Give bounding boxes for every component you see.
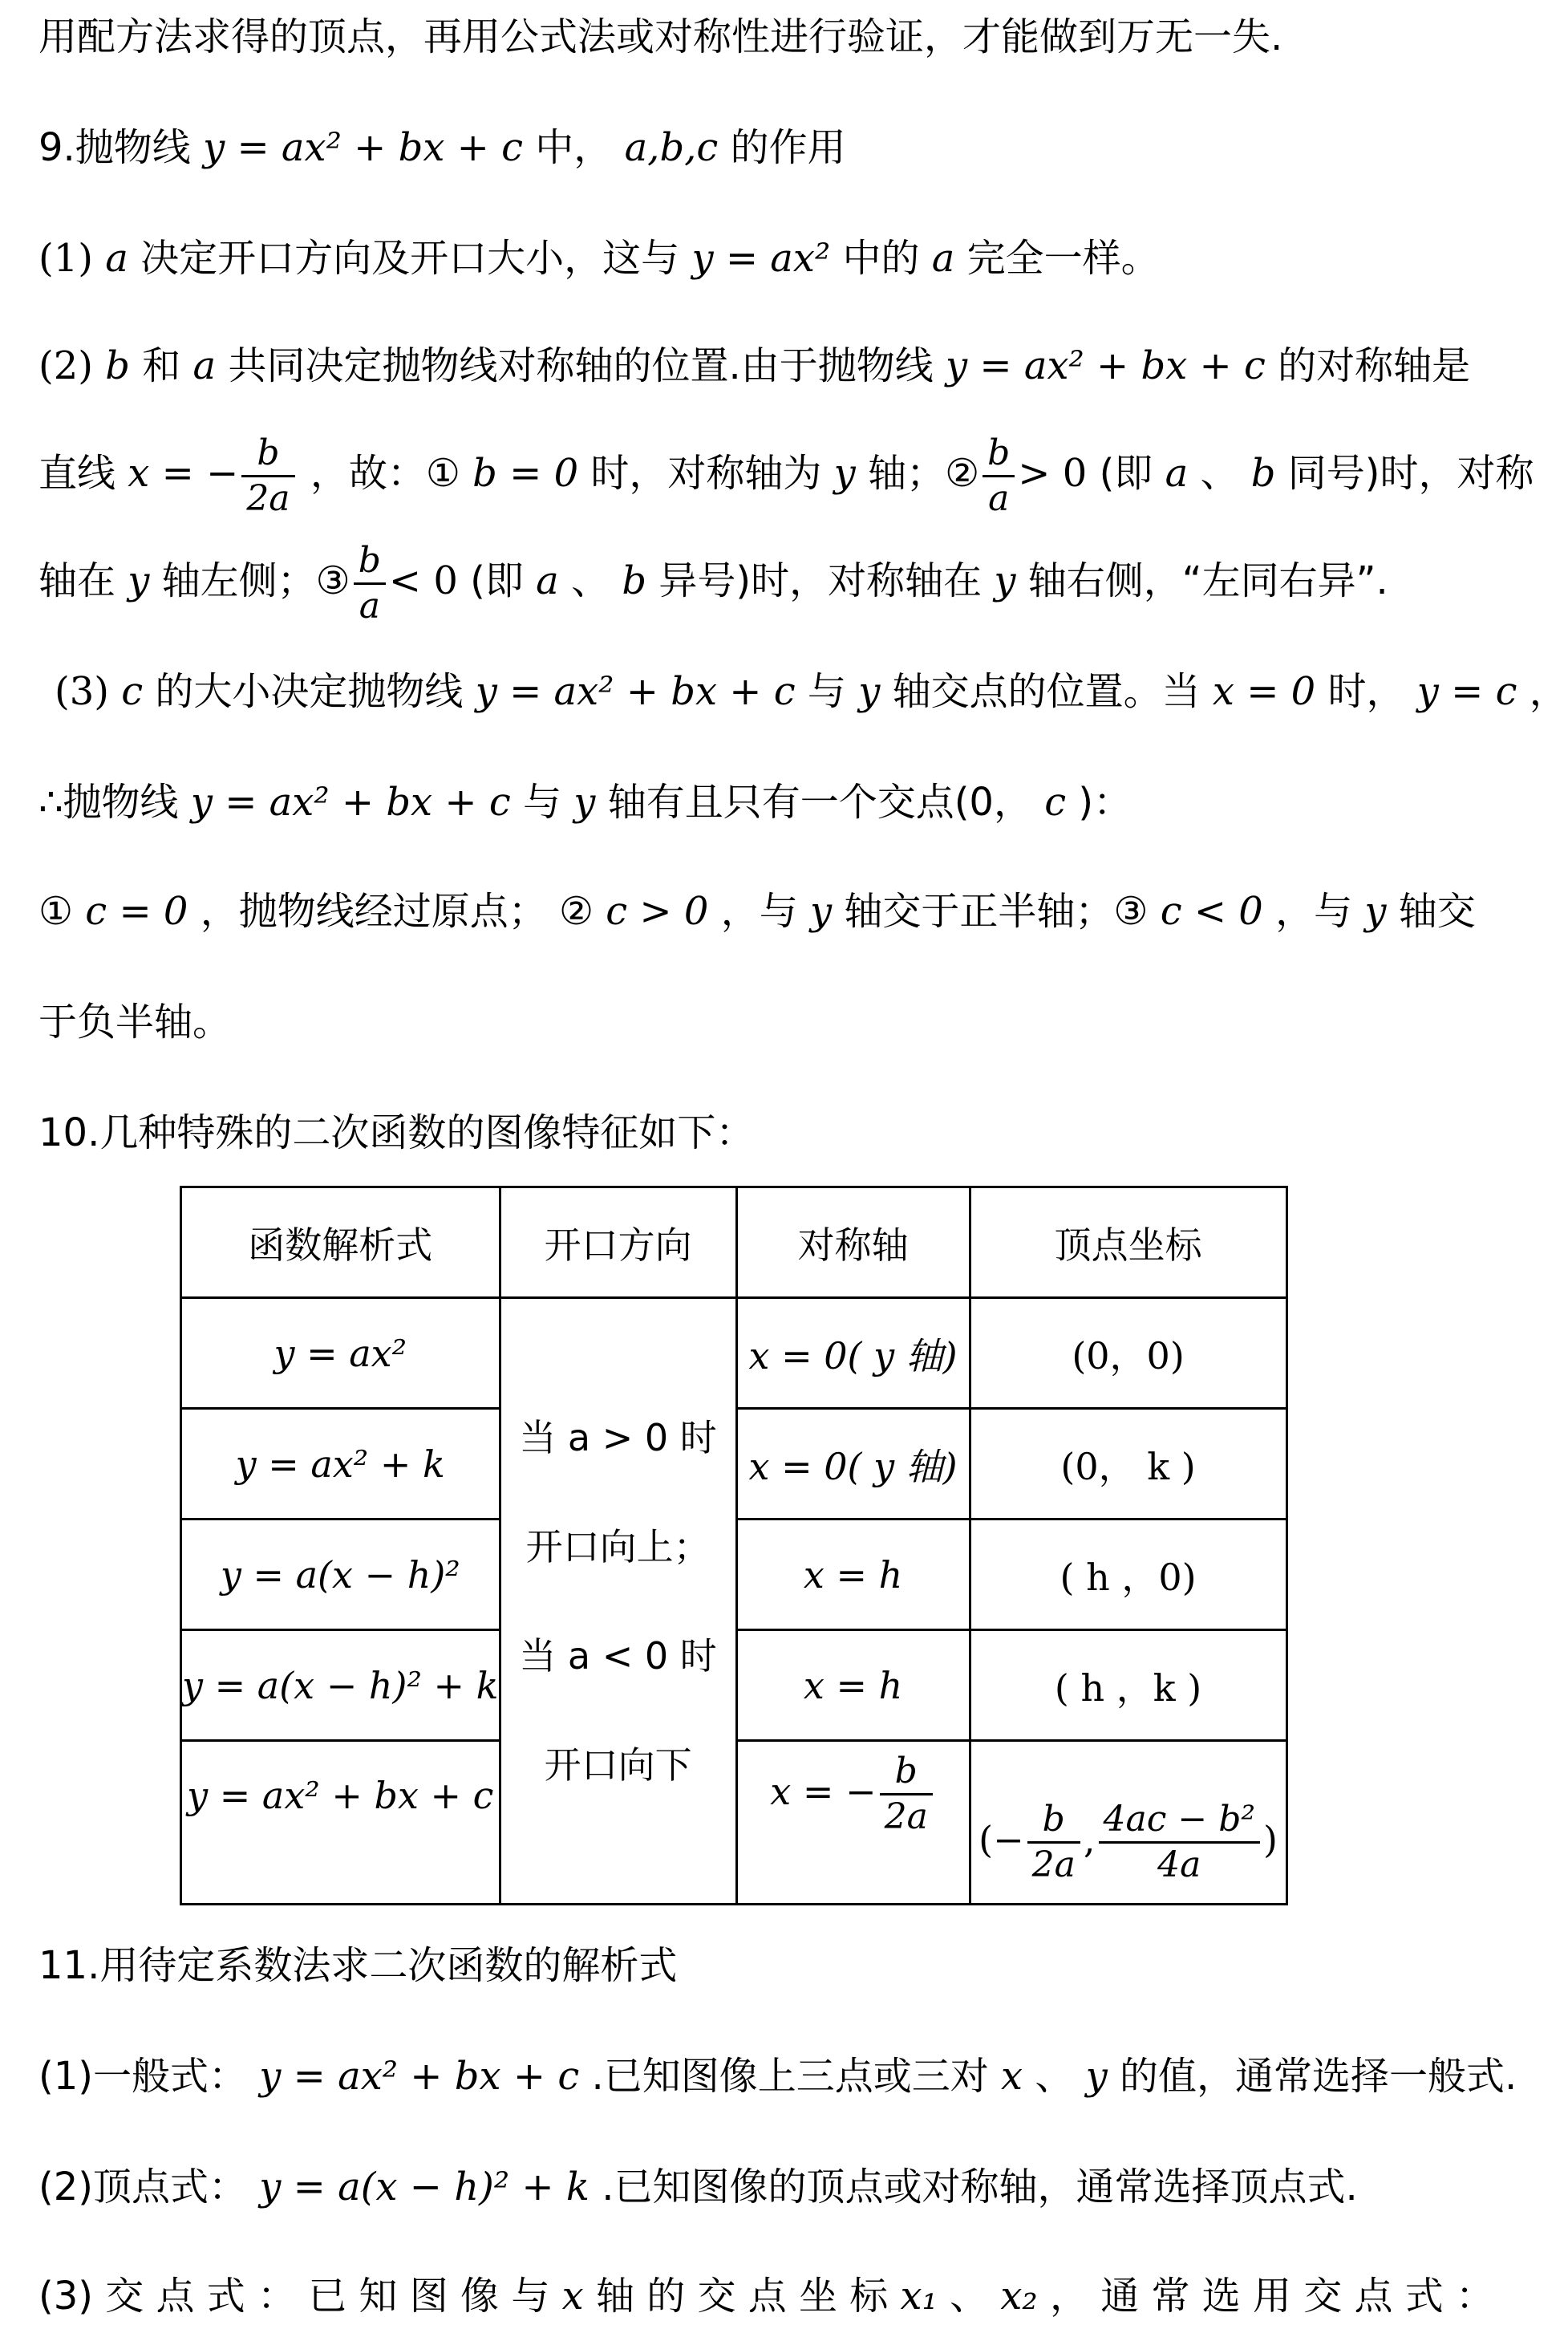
numerator: b <box>1027 1798 1080 1844</box>
text: 轴有且只有一个交点(0， <box>607 780 1032 825</box>
text: 轴 的 交 点 坐 标 <box>595 2274 889 2319</box>
text: 于负半轴。 <box>38 1000 232 1045</box>
denominator: 2a <box>246 477 290 519</box>
denominator: 2a <box>884 1796 928 1837</box>
text: ，抛物线经过原点； ② <box>200 889 594 934</box>
formula: (− <box>978 1818 1024 1861</box>
numerator: 4ac − b² <box>1099 1798 1261 1844</box>
cell-vertex: (0， k ) <box>970 1409 1286 1520</box>
formula: x = − <box>128 451 239 496</box>
text: 轴在 <box>38 558 116 603</box>
numerator: b <box>241 432 294 477</box>
formula: c = 0 <box>85 889 188 934</box>
text: (3) 交 点 式 ： 已 知 图 像 与 <box>38 2274 550 2319</box>
text: (1)一般式： <box>38 2054 247 2099</box>
cell-vertex <box>970 1741 1286 1905</box>
text: 轴交点的位置。当 <box>892 669 1201 714</box>
section-11-line-1 <box>38 2051 1517 2102</box>
text: (2)顶点式： <box>38 2165 247 2209</box>
formula: y <box>1085 2054 1108 2099</box>
section-10-title <box>38 1107 1482 1158</box>
formula: y <box>858 669 881 714</box>
formula: y = c <box>1416 669 1517 714</box>
text: (3) <box>55 669 109 714</box>
opening-line: 开口向上； <box>525 1524 711 1568</box>
formula: a,b,c <box>624 125 719 170</box>
opening-line: 开口向下 <box>544 1743 692 1787</box>
cell-opening-merged <box>500 1298 736 1905</box>
cell-axis <box>736 1741 970 1905</box>
text: 异号)时，对称轴在 <box>658 558 983 603</box>
cell-axis: x = h <box>736 1630 970 1741</box>
formula: y = ax² + bx + c <box>203 125 524 170</box>
text: 的作用 <box>730 125 846 170</box>
formula: x = − <box>770 1770 877 1813</box>
formula: b <box>105 343 130 388</box>
cell-formula: y = a(x − h)² + k <box>181 1630 500 1741</box>
cell-axis: x = 0( y 轴) <box>736 1409 970 1520</box>
denominator: 2a <box>1031 1844 1076 1885</box>
text: 的对称轴是 <box>1278 343 1471 388</box>
formula: c <box>121 669 144 714</box>
header-vertex: 顶点坐标 <box>970 1187 1286 1298</box>
numerator: b <box>880 1750 933 1795</box>
text: ， <box>1529 669 1568 714</box>
formula: c > 0 <box>606 889 709 934</box>
formula: a <box>1165 451 1189 496</box>
text: 轴左侧；③ <box>161 558 350 603</box>
section-9-point-6 <box>38 996 1482 1048</box>
formula: c < 0 <box>1160 889 1263 934</box>
text: 9.抛物线 <box>38 125 191 170</box>
formula: c <box>1044 780 1067 825</box>
text: 中的 <box>842 236 920 281</box>
cell-axis: x = 0( y 轴) <box>736 1298 970 1409</box>
text: 直线 <box>38 451 116 496</box>
cell-vertex: (0，0) <box>970 1298 1286 1409</box>
section-9-point-4 <box>38 777 1482 828</box>
formula: x₂ <box>1000 2274 1038 2319</box>
formula: y <box>128 558 150 603</box>
formula: b = 0 <box>472 451 579 496</box>
text: 11.用待定系数法求二次函数的解析式 <box>38 1943 678 1988</box>
cell-vertex: ( h ，k ) <box>970 1630 1286 1741</box>
fraction <box>1027 1798 1080 1887</box>
denominator: a <box>988 477 1010 519</box>
text: ① <box>38 889 74 934</box>
cell-formula: y = a(x − h)² <box>181 1520 500 1630</box>
text: 同号)时，对称 <box>1287 451 1534 496</box>
formula: x = 0 <box>1212 669 1316 714</box>
formula: ) <box>1263 1818 1278 1861</box>
fraction <box>1099 1798 1261 1887</box>
header-formula: 函数解析式 <box>181 1187 500 1298</box>
text: 的值，通常选择一般式. <box>1120 2054 1517 2099</box>
fraction-b-over-a-2 <box>354 539 386 628</box>
formula: b <box>1250 451 1276 496</box>
formula: , <box>1083 1818 1096 1861</box>
section-9-point-3 <box>55 666 1568 717</box>
formula: y = ax² + bx + c <box>475 669 796 714</box>
fraction-b-over-a <box>983 432 1015 521</box>
formula: b <box>622 558 647 603</box>
text: 中， <box>535 125 613 170</box>
section-11-title <box>38 1940 1482 1991</box>
text: 轴右侧，“左同右异”. <box>1027 558 1388 603</box>
formula: x <box>1001 2054 1023 2099</box>
numerator: b <box>983 432 1015 477</box>
text: 时，对称轴为 <box>590 451 822 496</box>
text: ，与 <box>720 889 798 934</box>
section-9-title <box>38 122 1482 173</box>
formula: y <box>833 451 856 496</box>
formula: > 0 <box>1018 451 1088 496</box>
text: 轴交于正半轴；③ <box>844 889 1149 934</box>
formula: y = ax² + bx + c <box>259 2054 580 2099</box>
section-11-line-3 <box>38 2270 1495 2322</box>
section-9-point-5 <box>38 886 1482 937</box>
quadratic-features-table <box>180 1186 1288 1905</box>
formula: y = ax² + bx + c <box>190 780 511 825</box>
formula: y = a(x − h)² + k <box>259 2165 590 2209</box>
text: .已知图像的顶点或对称轴，通常选择顶点式. <box>602 2165 1358 2209</box>
opening-line: 当 a > 0 时 <box>519 1415 717 1459</box>
text: 、 <box>1200 451 1239 496</box>
formula: y = ax² + bx + c <box>945 343 1266 388</box>
text: 与 <box>807 669 846 714</box>
text: ，故：① <box>310 451 460 496</box>
text: 10.几种特殊的二次函数的图像特征如下： <box>38 1110 755 1155</box>
cell-formula: y = ax² + k <box>181 1409 500 1520</box>
table-row <box>181 1298 1287 1409</box>
formula: a <box>192 343 217 388</box>
text: (即 <box>470 558 524 603</box>
section-9-point-1 <box>38 233 1482 284</box>
cell-formula: y = ax² <box>181 1298 500 1409</box>
header-axis: 对称轴 <box>736 1187 970 1298</box>
fraction <box>880 1750 933 1839</box>
formula: a <box>105 236 128 281</box>
opening-line: 当 a < 0 时 <box>519 1633 717 1678</box>
formula: < 0 <box>388 558 458 603</box>
formula: y <box>809 889 833 934</box>
section-9-point-2-line-3 <box>38 533 1482 629</box>
intro-text: 用配方法求得的顶点，再用公式法或对称性进行验证，才能做到万无一失. <box>38 14 1283 59</box>
formula: y <box>994 558 1016 603</box>
text: 的大小决定抛物线 <box>155 669 464 714</box>
formula: y <box>1364 889 1387 934</box>
formula: a <box>536 558 559 603</box>
text: ∴抛物线 <box>38 780 179 825</box>
text: 、 <box>950 2274 989 2319</box>
denominator: 4a <box>1157 1844 1201 1885</box>
numerator: b <box>354 539 386 585</box>
formula: y = ax² <box>691 236 831 281</box>
section-9-point-2-line-2 <box>38 425 1534 521</box>
text: .已知图像上三点或三对 <box>591 2054 989 2099</box>
text: 决定开口方向及开口大小，这与 <box>140 236 680 281</box>
section-11-line-2 <box>38 2161 1482 2213</box>
formula: a <box>931 236 955 281</box>
text: (2) <box>38 343 93 388</box>
formula: x₁ <box>900 2274 938 2319</box>
text: 完全一样。 <box>966 236 1160 281</box>
text: ， 通 常 选 用 交 点 式 ： <box>1049 2274 1495 2319</box>
text: (1) <box>38 236 93 281</box>
formula: y <box>573 780 596 825</box>
denominator: a <box>359 585 380 627</box>
text: 时， <box>1327 669 1405 714</box>
text: 共同决定抛物线对称轴的位置.由于抛物线 <box>228 343 934 388</box>
header-opening: 开口方向 <box>500 1187 736 1298</box>
section-9-point-2-line-1 <box>38 340 1482 392</box>
text: ，与 <box>1275 889 1353 934</box>
text: 、 <box>571 558 610 603</box>
cell-axis: x = h <box>736 1520 970 1630</box>
text: 轴交 <box>1398 889 1476 934</box>
intro-line <box>38 11 1482 63</box>
table-header-row <box>181 1187 1287 1298</box>
text: 和 <box>142 343 181 388</box>
text: (即 <box>1099 451 1153 496</box>
cell-vertex: ( h ，0) <box>970 1520 1286 1630</box>
text: )： <box>1078 780 1132 825</box>
text: 轴；② <box>868 451 980 496</box>
formula: x <box>561 2274 584 2319</box>
text: 与 <box>523 780 562 825</box>
cell-formula: y = ax² + bx + c <box>181 1741 500 1905</box>
text: 、 <box>1035 2054 1074 2099</box>
fraction-b-over-2a <box>241 432 294 521</box>
